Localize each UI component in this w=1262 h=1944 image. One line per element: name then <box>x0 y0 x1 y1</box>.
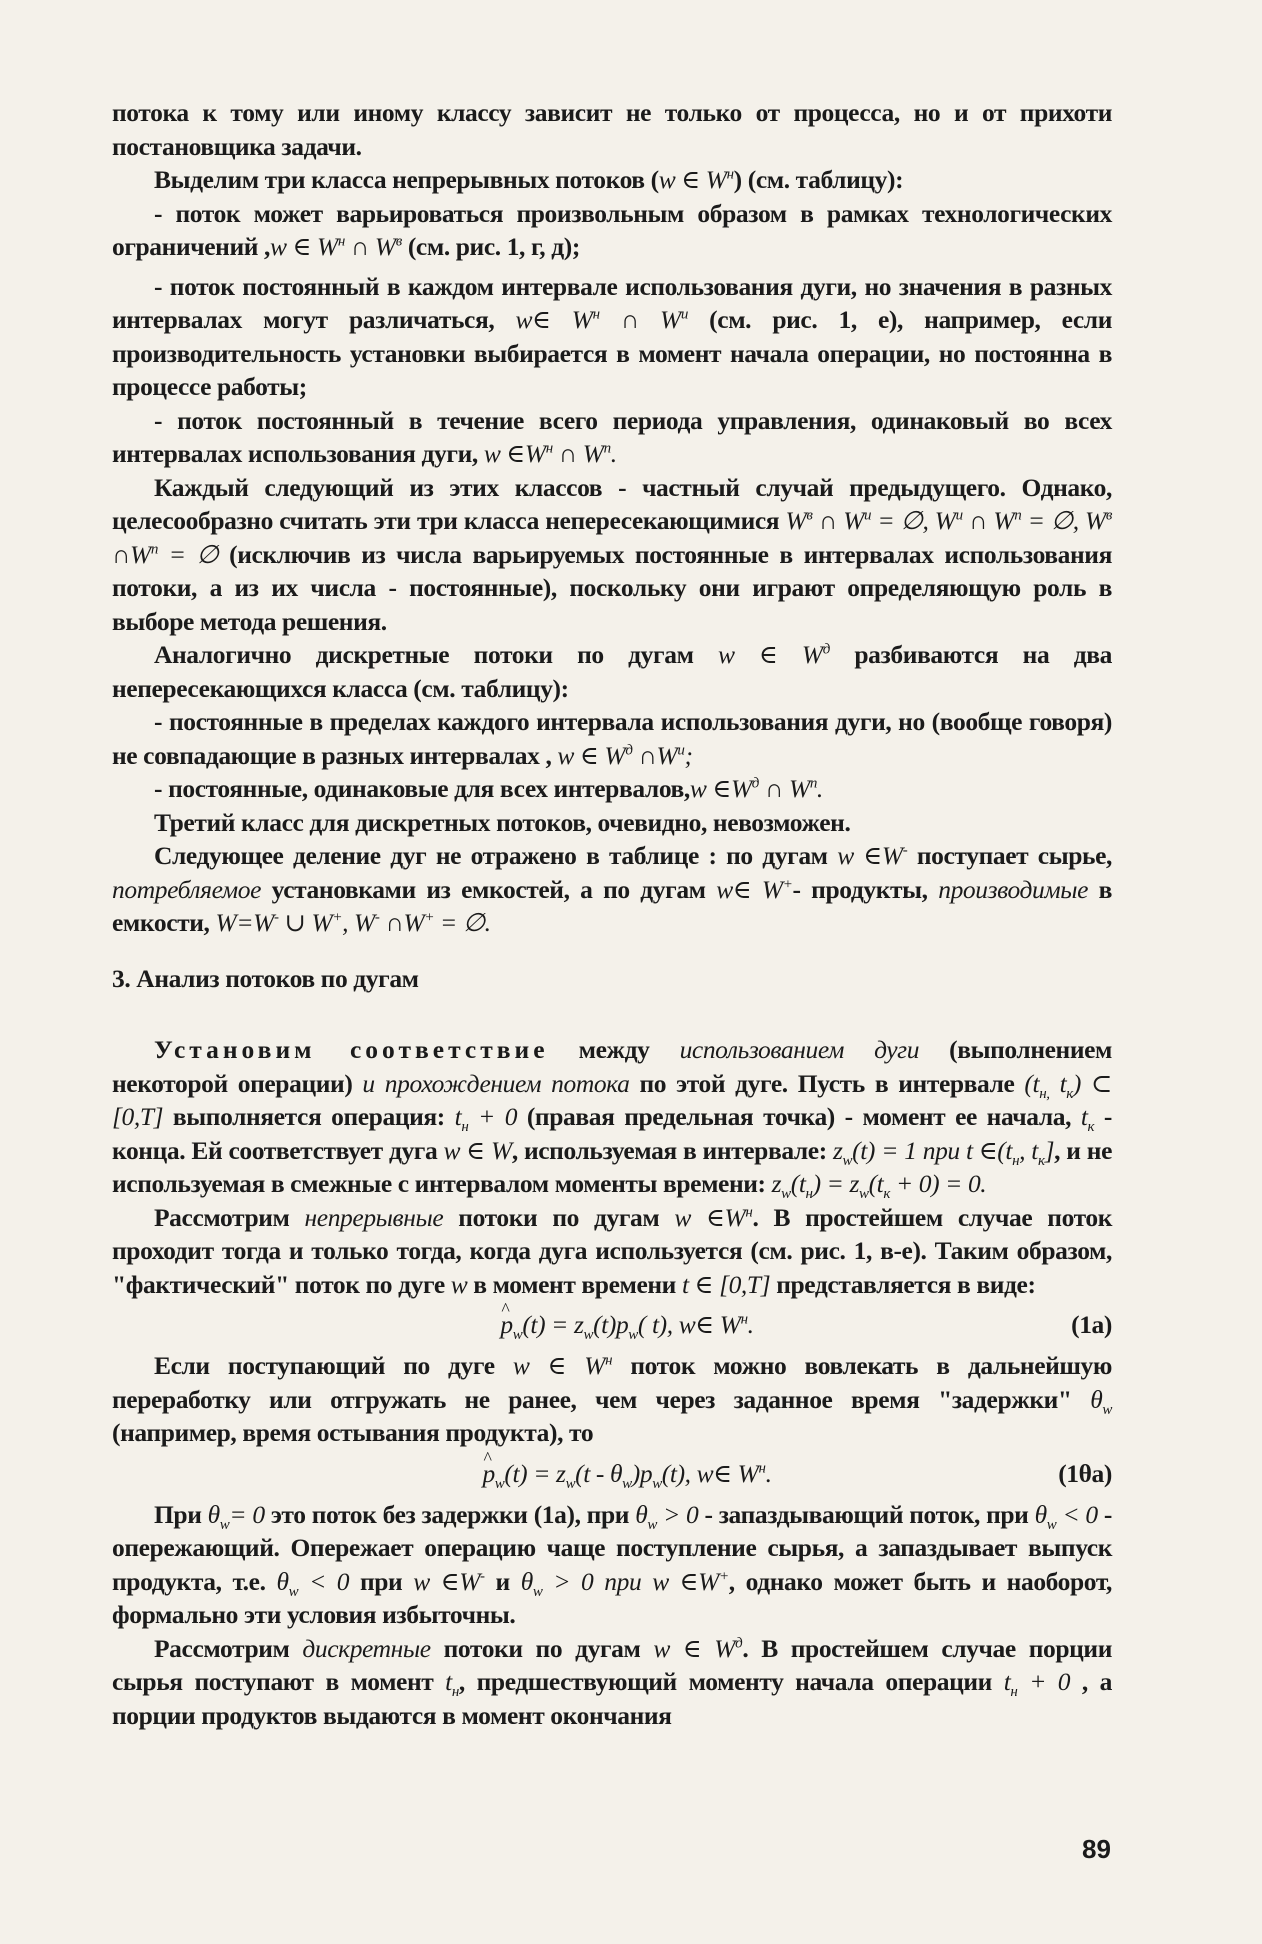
text-fragment: Аналогично дискретные потоки по дугам <box>154 640 718 669</box>
section-heading: 3. Анализ потоков по дугам <box>112 963 419 993</box>
paragraph <box>112 471 1112 639</box>
math-inline: w∈ $W^н$ ∩ $W^и$ <box>515 305 688 334</box>
text-fragment: (например, время остывания продукта), то <box>112 1418 594 1447</box>
emphasis: дискретные <box>302 1633 431 1663</box>
emphasis: производимые <box>938 874 1089 904</box>
text-fragment: выполняется операция: <box>163 1102 455 1131</box>
text-fragment: (правая предельная точка) - момент ее начала, <box>517 1102 1081 1131</box>
text-fragment: Каждый следующий из этих классов - частный случай предыдущего. Однако, целесообразно считать эти три класса непересекающимися <box>112 472 1112 535</box>
text-fragment: , однако может быть и наоборот, формально эти условия избыточны. <box>112 1566 1113 1629</box>
paragraph <box>112 772 1112 806</box>
text-fragment: - запаздывающий поток, при <box>698 1499 1035 1529</box>
math-inline: $t_н + 0$ <box>1003 1667 1071 1701</box>
emphasis: непрерывные <box>304 1202 444 1232</box>
text-fragment: поступает сырье, <box>907 841 1112 870</box>
paragraph <box>112 270 1112 404</box>
text-fragment: (выполнением некоторой операции) <box>112 1035 1112 1098</box>
math-inline: $\theta_w > 0$ <box>635 1499 699 1533</box>
math-inline: $\theta_w= 0$ <box>207 1499 265 1533</box>
text-fragment: разбиваются на два непересекающихся класса (см. таблицу): <box>112 640 1112 703</box>
math-inline: w ∈ $W^д$ <box>653 1633 743 1663</box>
text-fragment: Рассмотрим <box>154 1633 303 1663</box>
math-inline: w $\in W^д$ ∩ $W^п$. <box>689 774 823 803</box>
page-body <box>112 96 1112 1732</box>
text-fragment: Рассмотрим <box>154 1202 305 1232</box>
equation-label: (1θа) <box>1058 1458 1112 1488</box>
text-fragment: - опережающий. Опережает операцию чаще поступление сырья, а запаздывает выпуск продукта, т.е. <box>112 1499 1113 1596</box>
paragraph: Третий класс для дискретных потоков, очевидно, невозможен. <box>154 807 851 837</box>
math-inline: w ∈ $W^н$ <box>658 165 734 194</box>
text-fragment: это поток без задержки (1а), при <box>264 1499 636 1529</box>
text-fragment: Следующее деление дуг не отражено в таблице : по дугам <box>154 841 838 870</box>
text-fragment: , и не используемая в смежные с интервалом моменты времени: <box>112 1135 1112 1198</box>
text-fragment: . В простейшем случае порции сырья поступают в момент <box>112 1633 1112 1696</box>
text-fragment: - поток может варьироваться произвольным образом в рамках технологических ограничений , <box>112 198 1112 261</box>
paragraph <box>112 1498 1112 1632</box>
text-fragment: (см. рис. 1, е), например, если производительность установки выбирается в момент начала операции, но постоянна в процессе работы; <box>112 305 1112 401</box>
text-fragment: представляется в виде: <box>770 1269 1036 1299</box>
emphasis: использованием дуги <box>679 1035 920 1064</box>
paragraph <box>112 404 1112 471</box>
math-inline: W=W- ∪ W+, W- ∩W+ = ∅. <box>215 908 491 937</box>
text-fragment: по этой дуге. Пусть в интервале <box>629 1068 1025 1098</box>
text-fragment: при <box>349 1566 414 1596</box>
paragraph <box>112 163 1112 197</box>
text-fragment: и <box>484 1566 521 1596</box>
paragraph <box>112 638 1112 705</box>
math-inline: w ∈ $W^д$ $\cap W^и$; <box>557 740 693 770</box>
math-inline: w <box>450 1269 468 1299</box>
text-fragment: - постоянные в пределах каждого интервала использования дуги, но (вообще говоря) не совпадающие в разных интервалах , <box>112 707 1112 770</box>
math-inline: $\theta_w < 0$ <box>1034 1499 1098 1533</box>
math-inline: $t_к$ <box>1080 1102 1095 1136</box>
math-inline: ($t_{н,}$ $t_к$) ⊂ [0,T] <box>112 1068 1112 1131</box>
equation-body: ^ $p_w(t) = z_w(t)p_w$( t), w∈ $W^н$. <box>500 1305 753 1345</box>
text-fragment: , предшествующий моменту начала операции <box>458 1667 1004 1696</box>
text-fragment: - конца. Ей соответствует дуга <box>112 1102 1113 1165</box>
math-inline: w $\in W^н$ <box>674 1202 753 1232</box>
text-fragment: установками из емкостей, а по дугам <box>261 874 717 904</box>
paragraph <box>112 197 1112 264</box>
text-fragment: Выделим три класса непрерывных потоков ( <box>154 165 659 194</box>
text-fragment: , используемая в интервале: <box>511 1135 834 1165</box>
paragraph <box>112 1033 1112 1201</box>
math-inline: $\theta_w < 0$ <box>276 1566 350 1600</box>
paragraph <box>112 1201 1112 1302</box>
text-fragment: При <box>154 1499 208 1529</box>
math-inline: $z_w(t_н) = z_w(t_к + 0) = 0$. <box>771 1169 987 1203</box>
paragraph: потока к тому или иному классу зависит не только от процесса, но и от прихоти постановщика задачи. <box>112 98 1112 161</box>
page-number: 89 <box>1082 1834 1111 1864</box>
math-inline: w ∈W- <box>837 841 908 870</box>
emphasis: потребляемое <box>112 874 262 904</box>
math-inline: w ∈ $W^н$ <box>512 1351 613 1380</box>
math-inline: $W^в$ ∩ $W^и$ = ∅, $W^и$ ∩ $W^п$ = ∅, $W^в$ $\cap W^п$ = ∅ <box>112 506 1112 569</box>
equation-body: ^ $p_w(t) = z_w(t - \theta_w)p_w(t)$, w∈ $W^н$. <box>482 1454 771 1494</box>
text-fragment: поток можно вовлекать в дальнейшую переработку или отгружать не ранее, чем через заданное время "задержки" <box>112 1351 1112 1414</box>
math-inline: w ∈W- <box>413 1566 485 1596</box>
text-fragment: Если поступающий по дуге <box>154 1351 513 1380</box>
paragraph <box>112 705 1112 772</box>
paragraph <box>112 1349 1112 1450</box>
paragraph <box>112 839 1112 940</box>
text-fragment: в емкости, <box>112 874 1112 937</box>
emphasis: и прохождением потока <box>362 1068 630 1098</box>
math-inline: w $\in W^н$ ∩ $W^п$. <box>483 439 617 468</box>
math-inline: $\theta_w$ <box>1090 1384 1112 1418</box>
text-fragment: (см. рис. 1, г, д); <box>401 232 580 261</box>
math-inline: w ∈ W <box>443 1135 512 1165</box>
text-fragment: потоки по дугам <box>443 1202 675 1232</box>
text-fragment: ) (см. таблицу): <box>733 165 904 194</box>
text-fragment: в момент времени <box>467 1269 682 1299</box>
math-inline: $t_н + 0$ <box>454 1102 518 1136</box>
paragraph <box>112 1632 1112 1733</box>
math-inline: w ∈ $W^н$ ∩ $W^в$ <box>269 232 402 261</box>
text-fragment: , а порции продуктов выдаются в момент окончания <box>112 1667 1112 1730</box>
math-inline: t ∈ [0,T] <box>681 1269 771 1299</box>
equation-1theta-a <box>112 1454 1112 1494</box>
math-inline: $z_w(t) = 1$ при t $\in(t_н$, $t_к$] <box>833 1135 1055 1169</box>
equation-1a <box>112 1305 1112 1345</box>
math-inline: w∈ W+ <box>716 874 793 904</box>
text-fragment: (исключив из числа варьируемых постоянные в интервалах использования потоки, а из их числа - постоянные), поскольку они играют определяющую роль в выборе метода решения. <box>112 539 1112 636</box>
text-fragment: - поток постоянный в течение всего периода управления, одинаковый во всех интервалах использования дуги, <box>112 405 1112 468</box>
text-fragment: . В простейшем случае поток проходит тогда и только тогда, когда дуга используется (см. рис. 1, в-е). Таким образом, "фактический" поток по дуге <box>112 1202 1113 1299</box>
text-fragment: - продукты, <box>792 874 939 904</box>
text-fragment: - поток постоянный в каждом интервале использования дуги, но значения в разных интервалах могут различаться, <box>112 271 1112 334</box>
math-inline: $t_н$ <box>445 1667 459 1701</box>
text-fragment: Установим соответствие <box>154 1035 549 1064</box>
text-fragment: потоки по дугам <box>430 1633 654 1663</box>
text-fragment: - постоянные, одинаковые для всех интервалов, <box>154 774 690 803</box>
math-inline: $\theta_w > 0$ при w ∈W+ <box>520 1566 729 1600</box>
text-fragment: между <box>548 1035 680 1064</box>
equation-label: (1а) <box>1071 1310 1112 1339</box>
math-inline: w ∈ $W^д$ <box>717 640 830 669</box>
